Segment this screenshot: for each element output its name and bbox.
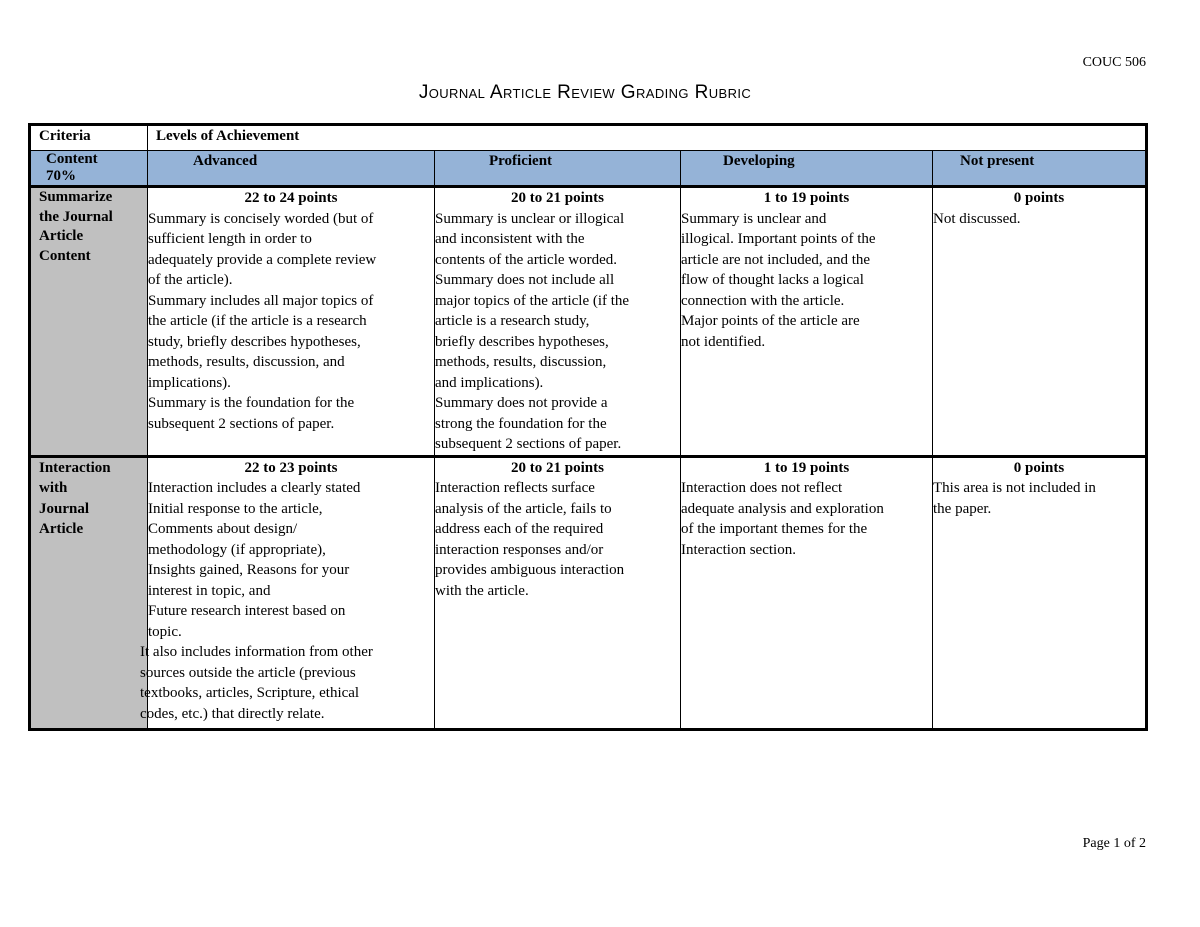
points-label: 20 to 21 points bbox=[511, 459, 604, 476]
descriptor-line: interaction responses and/or bbox=[435, 541, 604, 558]
descriptor-line: Interaction reflects surface bbox=[435, 480, 595, 496]
descriptor-line: Interaction includes a clearly stated bbox=[148, 480, 361, 496]
descriptor-line: article are not included, and the bbox=[681, 251, 871, 268]
points-label: 0 points bbox=[1013, 459, 1065, 476]
descriptor-line: and implications). bbox=[435, 374, 544, 391]
criterion-line: Article bbox=[39, 228, 84, 244]
descriptor-line: topic. bbox=[148, 623, 182, 640]
descriptor bbox=[933, 478, 1145, 519]
descriptor-line: connection with the article. bbox=[681, 292, 845, 309]
points-label: 1 to 19 points bbox=[763, 459, 850, 476]
descriptor-line: the paper. bbox=[933, 500, 992, 517]
descriptor-line: Initial response to the article, bbox=[148, 500, 323, 517]
points-label: 20 to 21 points bbox=[511, 190, 604, 206]
descriptor-line: Not discussed. bbox=[933, 210, 1021, 227]
levels-header: Levels of Achievement bbox=[148, 125, 1147, 151]
descriptor-line: briefly describes hypotheses, bbox=[435, 333, 609, 350]
criteria-header: Criteria bbox=[30, 125, 148, 151]
descriptor-line: Summary is the foundation for the bbox=[148, 395, 355, 411]
descriptor-line: subsequent 2 sections of paper. bbox=[435, 436, 622, 452]
descriptor bbox=[435, 478, 680, 601]
criterion-line: Interaction bbox=[39, 459, 111, 476]
criterion-line: Content bbox=[39, 247, 91, 264]
descriptor-line: Summary is concisely worded (but of bbox=[148, 210, 374, 227]
summary-proficient-cell bbox=[435, 187, 681, 457]
criterion-line: Journal bbox=[39, 500, 90, 517]
descriptor-line: of the article). bbox=[148, 272, 233, 288]
descriptor-line: implications). bbox=[148, 374, 231, 391]
descriptor-line: Future research interest based on bbox=[148, 603, 346, 619]
descriptor bbox=[148, 209, 434, 435]
descriptor-line: of the important themes for the bbox=[681, 521, 868, 537]
descriptor-line: adequately provide a complete review bbox=[148, 251, 377, 268]
points-label: 0 points bbox=[1013, 190, 1065, 206]
descriptor bbox=[933, 209, 1145, 230]
descriptor bbox=[681, 478, 932, 560]
descriptor-line: methods, results, discussion, and bbox=[148, 354, 345, 370]
content-label: Content bbox=[46, 151, 98, 167]
interaction-proficient-cell bbox=[435, 456, 681, 729]
descriptor-extra bbox=[140, 642, 434, 724]
criterion-line: with bbox=[39, 480, 68, 496]
level-not-present: Not present bbox=[933, 151, 1147, 187]
descriptor-line: Summary includes all major topics of bbox=[148, 292, 374, 309]
descriptor bbox=[435, 209, 680, 455]
level-advanced: Advanced bbox=[148, 151, 435, 187]
descriptor-line: and inconsistent with the bbox=[435, 231, 585, 247]
descriptor-line: flow of thought lacks a logical bbox=[681, 272, 864, 288]
descriptor-line: methodology (if appropriate), bbox=[148, 541, 326, 558]
page-number: Page 1 of 2 bbox=[1082, 836, 1146, 851]
descriptor-line: methods, results, discussion, bbox=[435, 354, 607, 370]
descriptor-line: sources outside the article (previous bbox=[140, 664, 356, 681]
content-weight bbox=[30, 151, 148, 187]
descriptor-line: It also includes information from other bbox=[140, 644, 373, 660]
page-title: Journal Article Review Grading Rubric bbox=[418, 82, 752, 103]
interaction-developing-cell bbox=[681, 456, 933, 729]
descriptor-line: Interaction section. bbox=[681, 541, 796, 558]
rubric-table bbox=[28, 123, 1148, 731]
criterion-summarize bbox=[30, 187, 148, 457]
descriptor-line: This area is not included in bbox=[933, 480, 1096, 496]
interaction-not-present-cell bbox=[933, 456, 1147, 729]
descriptor-line: interest in topic, and bbox=[148, 582, 271, 599]
summary-advanced-cell bbox=[148, 187, 435, 457]
descriptor-line: illogical. Important points of the bbox=[681, 231, 876, 247]
descriptor-line: major topics of the article (if the bbox=[435, 292, 630, 309]
descriptor-line: article is a research study, bbox=[435, 313, 590, 329]
descriptor-line: analysis of the article, fails to bbox=[435, 500, 612, 517]
interaction-advanced-cell bbox=[140, 456, 435, 729]
descriptor-line: Summary is unclear and bbox=[681, 210, 827, 227]
summary-developing-cell bbox=[681, 187, 933, 457]
descriptor-line: Major points of the article are bbox=[681, 313, 860, 329]
points-label: 22 to 23 points bbox=[244, 459, 338, 476]
descriptor bbox=[148, 478, 434, 642]
descriptor-line: adequate analysis and exploration bbox=[681, 500, 884, 517]
course-code: COUC 506 bbox=[1082, 55, 1146, 70]
descriptor-line: with the article. bbox=[435, 582, 529, 599]
criterion-interaction bbox=[30, 456, 148, 729]
descriptor-line: Summary does not include all bbox=[435, 272, 615, 288]
descriptor-line: provides ambiguous interaction bbox=[435, 562, 625, 578]
criterion-line: the Journal bbox=[39, 208, 113, 225]
descriptor-line: not identified. bbox=[681, 333, 766, 350]
criterion-line: Summarize bbox=[39, 189, 113, 205]
descriptor bbox=[681, 209, 932, 353]
descriptor-line: contents of the article worded. bbox=[435, 251, 618, 268]
descriptor-line: textbooks, articles, Scripture, ethical bbox=[140, 685, 360, 701]
points-label: 22 to 24 points bbox=[244, 190, 338, 206]
summary-not-present-cell bbox=[933, 187, 1147, 457]
level-proficient: Proficient bbox=[435, 151, 681, 187]
descriptor-line: Comments about design/ bbox=[148, 521, 298, 537]
descriptor-line: Summary does not provide a bbox=[435, 395, 608, 411]
descriptor-line: Summary is unclear or illogical bbox=[435, 210, 625, 227]
descriptor-line: codes, etc.) that directly relate. bbox=[140, 705, 325, 722]
descriptor-line: address each of the required bbox=[435, 521, 604, 537]
descriptor-line: study, briefly describes hypotheses, bbox=[148, 333, 361, 350]
points-label: 1 to 19 points bbox=[763, 190, 850, 206]
descriptor-line: Insights gained, Reasons for your bbox=[148, 562, 350, 578]
descriptor-line: subsequent 2 sections of paper. bbox=[148, 415, 335, 432]
level-developing: Developing bbox=[681, 151, 933, 187]
criterion-line: Article bbox=[39, 521, 84, 537]
descriptor-line: sufficient length in order to bbox=[148, 231, 312, 247]
descriptor-line: the article (if the article is a research bbox=[148, 313, 367, 329]
content-percent: 70% bbox=[46, 168, 76, 184]
descriptor-line: Interaction does not reflect bbox=[681, 480, 843, 496]
descriptor-line: strong the foundation for the bbox=[435, 415, 607, 432]
